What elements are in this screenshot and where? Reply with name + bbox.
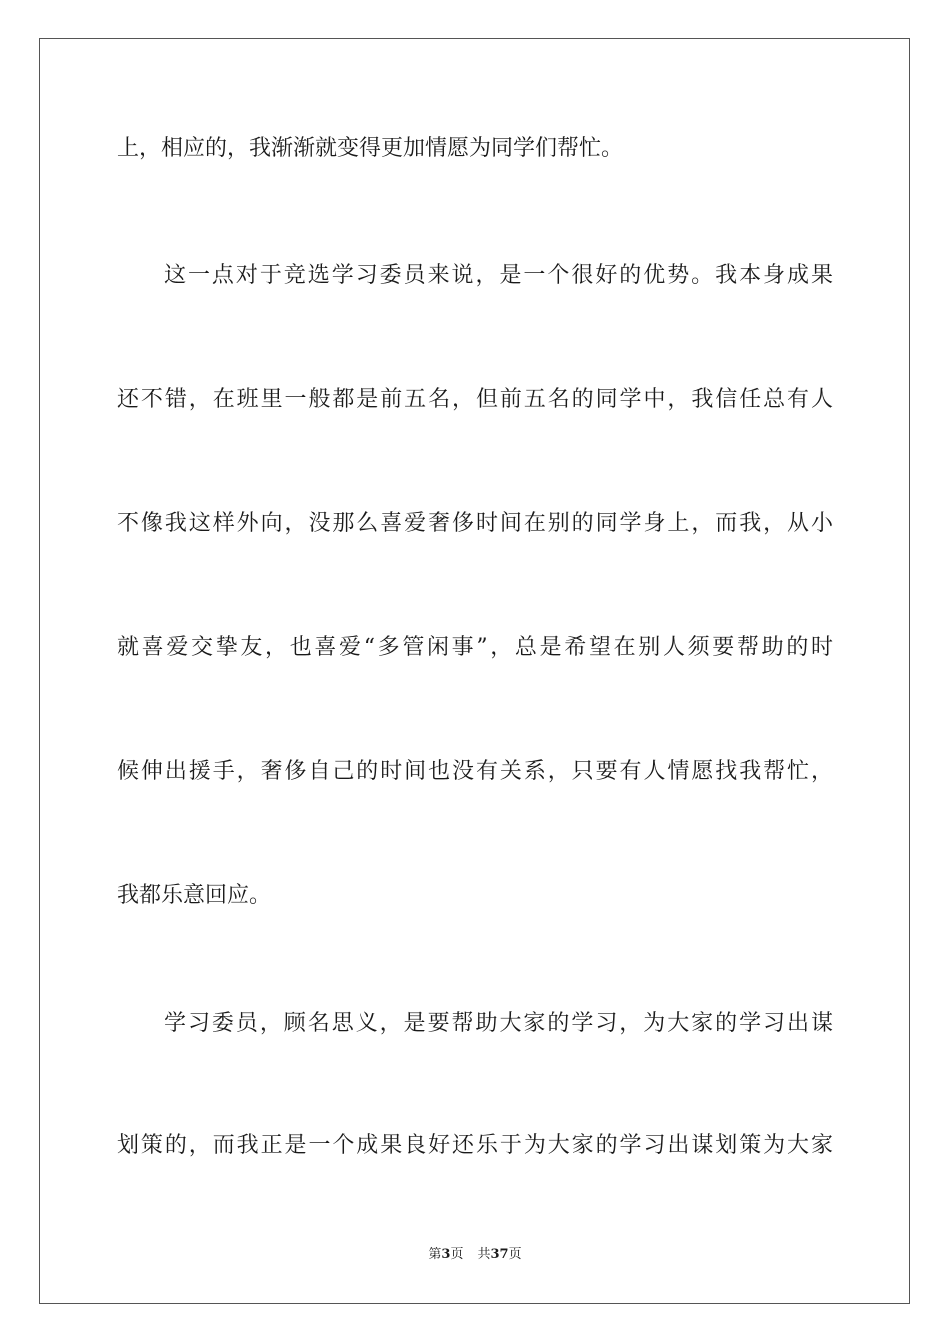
text-line: 就喜爱交挚友，也喜爱“多管闲事”，总是希望在别人须要帮助的时 xyxy=(117,635,833,660)
text-line: 上，相应的，我渐渐就变得更加情愿为同学们帮忙。 xyxy=(117,136,624,161)
paragraph-first-line: 这一点对于竞选学习委员来说，是一个很好的优势。我本身成果 xyxy=(164,263,833,288)
page-prefix: 第 xyxy=(428,1247,442,1262)
text-line: 候伸出援手，奢侈自己的时间也没有关系，只要有人情愿找我帮忙， xyxy=(117,759,833,784)
text-line: 还不错，在班里一般都是前五名，但前五名的同学中，我信任总有人 xyxy=(117,387,833,412)
page-frame xyxy=(39,38,910,1304)
paragraph-first-line: 学习委员，顾名思义，是要帮助大家的学习，为大家的学习出谋 xyxy=(164,1011,833,1036)
text-line: 不像我这样外向，没那么喜爱奢侈时间在别的同学身上，而我，从小 xyxy=(117,511,833,536)
text-line: 我都乐意回应。 xyxy=(117,883,272,908)
page-suffix: 页 xyxy=(450,1247,464,1262)
page-total: 37 xyxy=(490,1247,509,1262)
text-line: 划策的，而我正是一个成果良好还乐于为大家的学习出谋划策为大家 xyxy=(117,1133,833,1158)
page-number: 3 xyxy=(441,1247,451,1262)
total-suffix: 页 xyxy=(508,1247,522,1262)
page-footer xyxy=(0,1246,950,1264)
total-prefix: 共 xyxy=(477,1247,491,1262)
